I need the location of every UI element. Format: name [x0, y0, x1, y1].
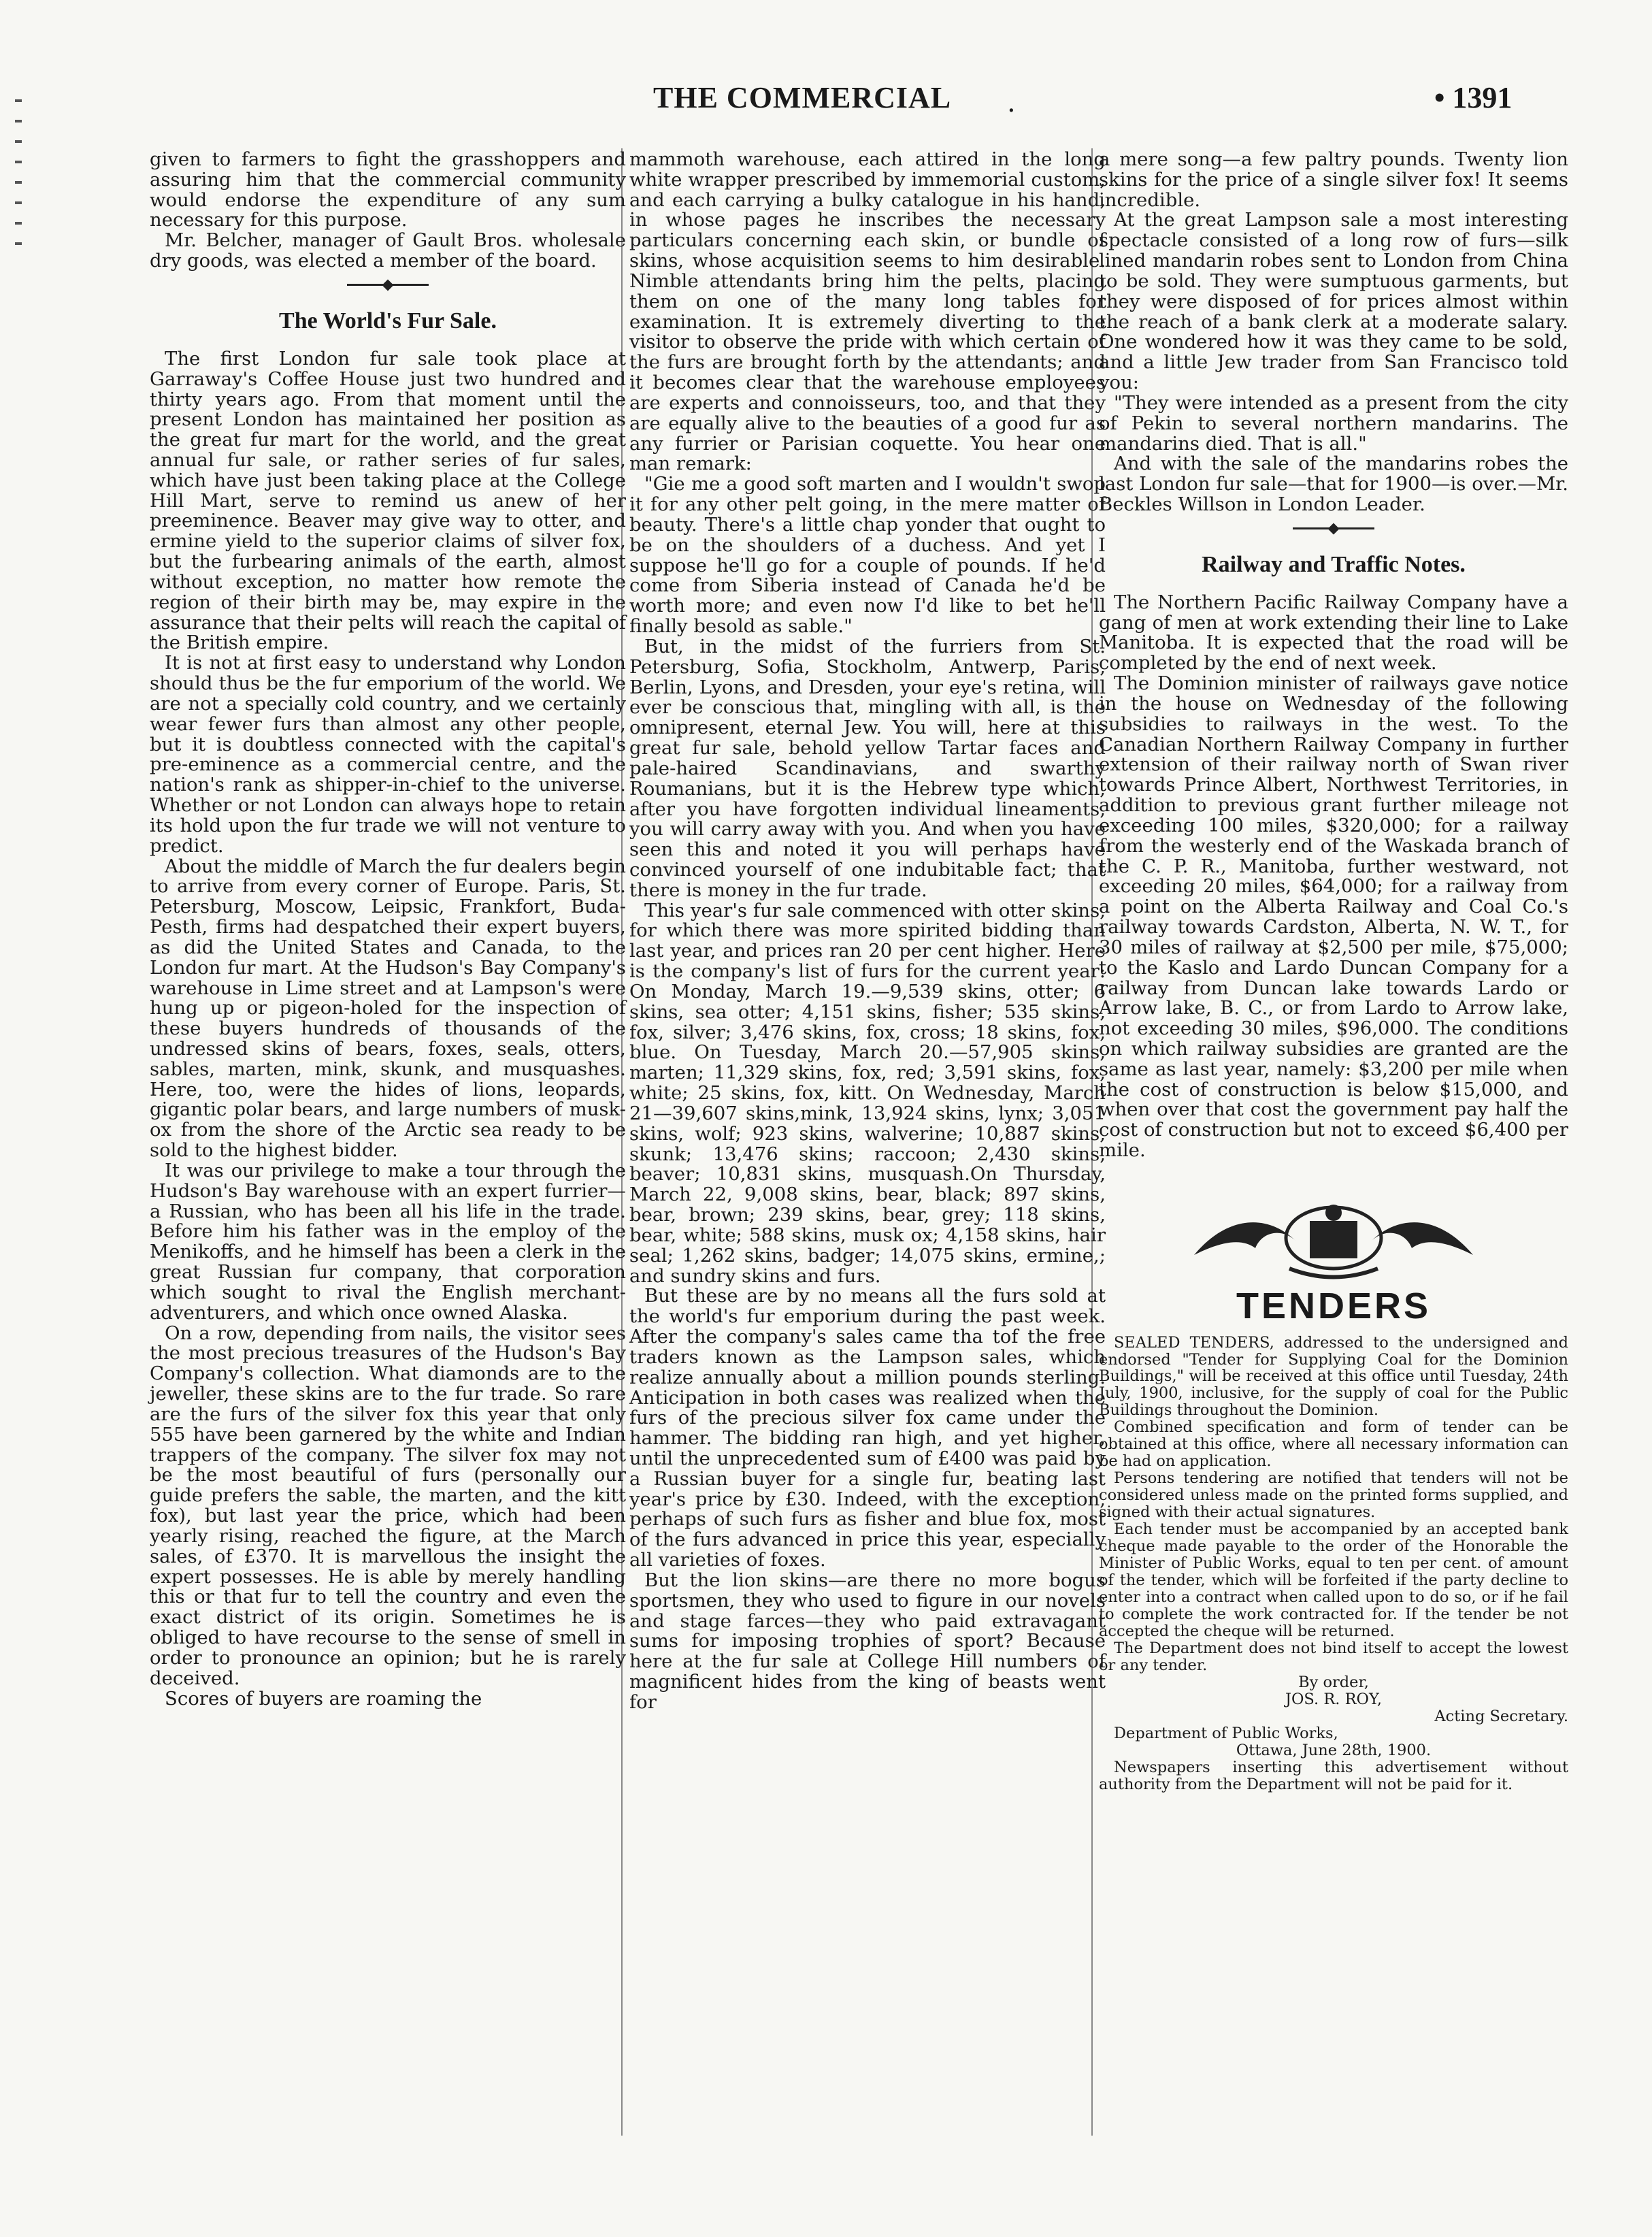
masthead-dot: .: [1007, 87, 1016, 118]
article-paragraph: Mr. Belcher, manager of Gault Bros. wholesale dry goods, was elected a member of the board.: [150, 229, 626, 272]
page-number: • 1391: [1434, 81, 1513, 114]
article-paragraph: The first London fur sale took place at Garraway's Coffee House just two hundred and thirty years ago. From that moment until the present London has maintained her position as the great fur mart for the world, and the great annual fur sale, or rather series of fur sales, which have just been taking place at the College Hill Mart, serve to remind us anew of her preeminence. Beaver may give way to otter, and ermine yield to the superior claims of silver fox, but the furbearing animals of the earth, almost without exception, no matter how remote the region of their birth may be, may expire in the assurance that their pelts will reach the capital of the British empire.: [150, 347, 626, 654]
article-paragraph: Scores of buyers are roaming the: [165, 1687, 482, 1710]
article-continuation: given to farmers to fight the grasshoppers and assuring him that the commercial community would endorse the expenditure of any sum necessary for this purpose.: [150, 148, 626, 231]
section-rule: [347, 284, 429, 286]
fur-sale-headline: The World's Fur Sale.: [279, 308, 497, 333]
article-paragraph: "Gie me a good soft marten and I wouldn't swop it for any other pelt going, in the mere matter of beauty. There's a little chap yonder that ought to be on the shoulders of a duchess. And yet I suppose he'll go for a couple of pounds. If he'd come from Siberia instead of Canada he'd be worth more; and even now I'd like to bet he'll finally besold as sable.": [629, 473, 1106, 638]
article-paragraph: It was our privilege to make a tour through the Hudson's Bay warehouse with an expert furrier—a Russian, who has been all his life in the trade. Before him his father was in the employ of the Menikoffs, and he himself has been a clerk in the great Russian fur company, that corporation which sought to rival the English merchant-adventurers, and which once owned Alaska.: [150, 1159, 626, 1324]
tenders-department: Department of Public Works,: [1114, 1724, 1338, 1742]
tenders-paragraph: Combined specification and form of tender can be obtained at this office, where all necessary information can be had on application.: [1099, 1418, 1568, 1471]
column-2: [629, 150, 1106, 1713]
article-paragraph: On a row, depending from nails, the visitor sees the most precious treasures of the Hudson's Bay Company's collection. What diamonds are to the jeweller, these skins are to the fur trade. So rare are the furs of the silver fox this year that only 555 have been garnered by the white and Indian trappers of the company. The silver fox may not be the most beautiful of furs (personally our guide prefers the sable, the marten, and the kitt fox), but last year the price, which had been yearly rising, reached the figure, at the March sales, of £370. It is marvellous the insight the expert possesses. He is able by merely handling this or that fur to tell the country and even the exact district of its origin. Sometimes he is obliged to have recourse to the sense of smell in order to pronounce an opinion; but he is rarely deceived.: [150, 1322, 626, 1689]
tenders-paragraph: The Department does not bind itself to accept the lowest or any tender.: [1099, 1639, 1568, 1674]
tenders-paragraph: Persons tendering are notified that tenders will not be considered unless made on the printed forms supplied, and signed with their actual signatures.: [1099, 1469, 1568, 1522]
railway-paragraph: The Dominion minister of railways gave notice in the house on Wednesday of the following subsidies to railways in the west. To the Canadian Northern Railway Company in further extension of their railway north of Swan river towards Prince Albert, Northwest Territories, in addition to previous grant further mileage not exceeding 100 miles, $320,000; for a railway from the westerly end of the Waskada branch of the C. P. R., Manitoba, further westward, not exceeding 20 miles, $64,000; for a railway from a point on the Alberta Railway and Coal Co.'s railway towards Cardston, Alberta, N. W. T., for 30 miles of railway at $2,500 per mile, $75,000; to the Kaslo and Lardo Duncan Company for a railway from Duncan lake towards Lardo or Arrow lake, B. C., or from Lardo to Arrow lake, not exceeding 30 miles, $96,000. The conditions on which railway subsidies are granted are the same as last year, namely: $3,200 per mile when the cost of construction is below $15,000, and when over that cost the government pay half the cost of construction but not to exceed $6,400 per mile.: [1099, 672, 1568, 1162]
article-paragraph: But the lion skins—are there no more bogus sportsmen, they who used to figure in our novels and stage farces—they who paid extravagant sums for imposing trophies of sport? Because here at the fur sale at College Hill numbers of magnificent hides from the king of beasts went for: [629, 1569, 1106, 1713]
crest-ornament: [1187, 1201, 1480, 1282]
article-paragraph: mammoth warehouse, each attired in the long white wrapper prescribed by immemorial custom, and each carrying a bulky catalogue in his hand, in whose pages he inscribes the necessary particulars concerning each skin, or bundle of skins, whose acquisition seems to him desirable. Nimble attendants bring him the pelts, placing them on one of the many long tables for examination. It is extremely diverting to the visitor to observe the pride with which certain of the furs are brought forth by the attendants; and it becomes clear that the warehouse employees are experts and connoisseurs, too, and that they are equally alive to the beauties of a good fur as any furrier or Parisian coquette. You hear one man remark:: [629, 148, 1106, 475]
article-paragraph: This year's fur sale commenced with otter skins, for which there was more spirited bidding than last year, and prices ran 20 per cent higher. Here is the company's list of furs for the current year: On Monday, March 19.—9,539 skins, otter; 6 skins, sea otter; 4,151 skins, fisher; 535 skins, fox, silver; 3,476 skins, fox, cross; 18 skins, fox, blue. On Tuesday, March 20.—57,905 skins, marten; 11,329 skins, fox, red; 3,591 skins, fox, white; 25 skins, fox, kitt. On Wednesday, March 21—39,607 skins,mink, 13,924 skins, lynx; 3,051 skins, wolf; 923 skins, walverine; 10,887 skins, skunk; 13,476 skins; raccoon; 2,430 skins, beaver; 10,831 skins, musquash.On Thursday, March 22, 9,008 skins, bear, black; 897 skins, bear, brown; 239 skins, bear, grey; 118 skins, bear, white; 588 skins, musk ox; 4,158 skins, hair seal; 1,262 skins, badger; 14,075 skins, ermine,; and sundry skins and furs.: [629, 899, 1106, 1287]
article-paragraph: But, in the midst of the furriers from St. Petersburg, Sofia, Stockholm, Antwerp, Paris, Berlin, Lyons, and Dresden, your eye's retina, will ever be conscious that, mingling with all, is the omnipresent, eternal Jew. You will, here at this great fur sale, behold yellow Tartar faces and pale-haired Scandinavians, and swarthy Roumanians, but it is the Hebrew type which, after you have forgotten individual lineaments, you will carry away with you. And when you have seen this and noted it you will perhaps have convinced yourself of one indubitable fact; that there is money in the fur trade.: [629, 635, 1106, 901]
article-paragraph: "They were intended as a present from the city of Pekin to several northern mandarins. The mandarins died. That is all.": [1099, 391, 1568, 455]
masthead: [0, 80, 1652, 128]
column-1: [150, 150, 626, 1709]
tenders-by-order: By order,: [1298, 1673, 1369, 1691]
tenders-title: TENDERS: [1236, 1285, 1432, 1326]
tenders-paragraph: SEALED TENDERS, addressed to the undersigned and endorsed "Tender for Supplying Coal for the Dominion Buildings," will be received at this office until Tuesday, 24th July, 1900, inclusive, for the supply of coal for the Public Buildings throughout the Dominion.: [1099, 1333, 1568, 1420]
article-paragraph: At the great Lampson sale a most interesting spectacle consisted of a long row of furs—silk lined mandarin robes sent to London from China to be sold. They were sumptuous garments, but they were disposed of for prices almost within the reach of a bank clerk at a moderate salary. One wondered how it was they came to be sold, and a little Jew trader from San Francisco told you:: [1099, 209, 1568, 394]
tenders-signatory-title: Acting Secretary.: [1434, 1707, 1568, 1725]
article-paragraph: It is not at first easy to understand why London should thus be the fur emporium of the world. We are not a specially cold country, and we certainly wear fewer furs than almost any other people, but it is doubtless connected with the capital's pre-eminence as a commercial centre, and the nation's rank as shipper-in-chief to the universe. Whether or not London can always hope to retain its hold upon the fur trade we will not venture to predict.: [150, 652, 626, 857]
railway-headline: Railway and Traffic Notes.: [1202, 551, 1466, 577]
column-3: [1099, 150, 1568, 1793]
tenders-signatory: JOS. R. ROY,: [1285, 1690, 1383, 1708]
article-paragraph: About the middle of March the fur dealers begin to arrive from every corner of Europe. Paris, St. Petersburg, Moscow, Leipsic, Frankfort, Buda-Pesth, firms had despatched their expert buyers, as did the United States and Canada, to the London fur mart. At the Hudson's Bay Company's warehouse in Lime street and at Lampson's were hung up or pigeon-holed for the inspection of these buyers hundreds of thousands of the undressed skins of bears, foxes, seals, otters, sables, marten, mink, skunk, and musquashes. Here, too, were the hides of lions, leopards, gigantic polar bears, and large numbers of musk-ox from the shore of the Arctic sea ready to be sold to the highest bidder.: [150, 855, 626, 1162]
tenders-notice: [1099, 1286, 1568, 1793]
publication-title: THE COMMERCIAL: [653, 81, 952, 114]
railway-paragraph: The Northern Pacific Railway Company have a gang of men at work extending their line to Lake Manitoba. It is expected that the road will be completed by the end of next week.: [1099, 591, 1568, 674]
section-rule: [1293, 527, 1374, 529]
article-paragraph: a mere song—a few paltry pounds. Twenty lion skins for the price of a single silver fox! It seems incredible.: [1099, 148, 1568, 211]
article-paragraph: And with the sale of the mandarins robes the last London fur sale—that for 1900—is over.—Mr. Beckles Willson in London Leader.: [1099, 453, 1568, 516]
tenders-notice-text: Newspapers inserting this advertisement without authority from the Department will not be paid for it.: [1099, 1758, 1568, 1793]
tenders-paragraph: Each tender must be accompanied by an accepted bank cheque made payable to the order of the Honorable the Minister of Public Works, equal to ten per cent. of amount of the tender, which will be forfeited if the party decline to enter into a contract when called upon to do so, or if he fail to complete the work contracted for. If the tender be not accepted the cheque will be returned.: [1099, 1520, 1568, 1641]
article-paragraph: But these are by no means all the furs sold at the world's fur emporium during the past week. After the company's sales came tha tof the free traders known as the Lampson sales, which realize annually about a million pounds sterling. Anticipation in both cases was realized when the furs of the precious silver fox came under the hammer. The bidding ran high, and yet higher, until the unprecedented sum of £400 was paid by a Russian buyer for a single fur, beating last year's price by £30. Indeed, with the exception, perhaps of such furs as fisher and blue fox, most of the furs advanced in price this year, especially all varieties of foxes.: [629, 1285, 1106, 1571]
tenders-place-date: Ottawa, June 28th, 1900.: [1236, 1741, 1432, 1759]
